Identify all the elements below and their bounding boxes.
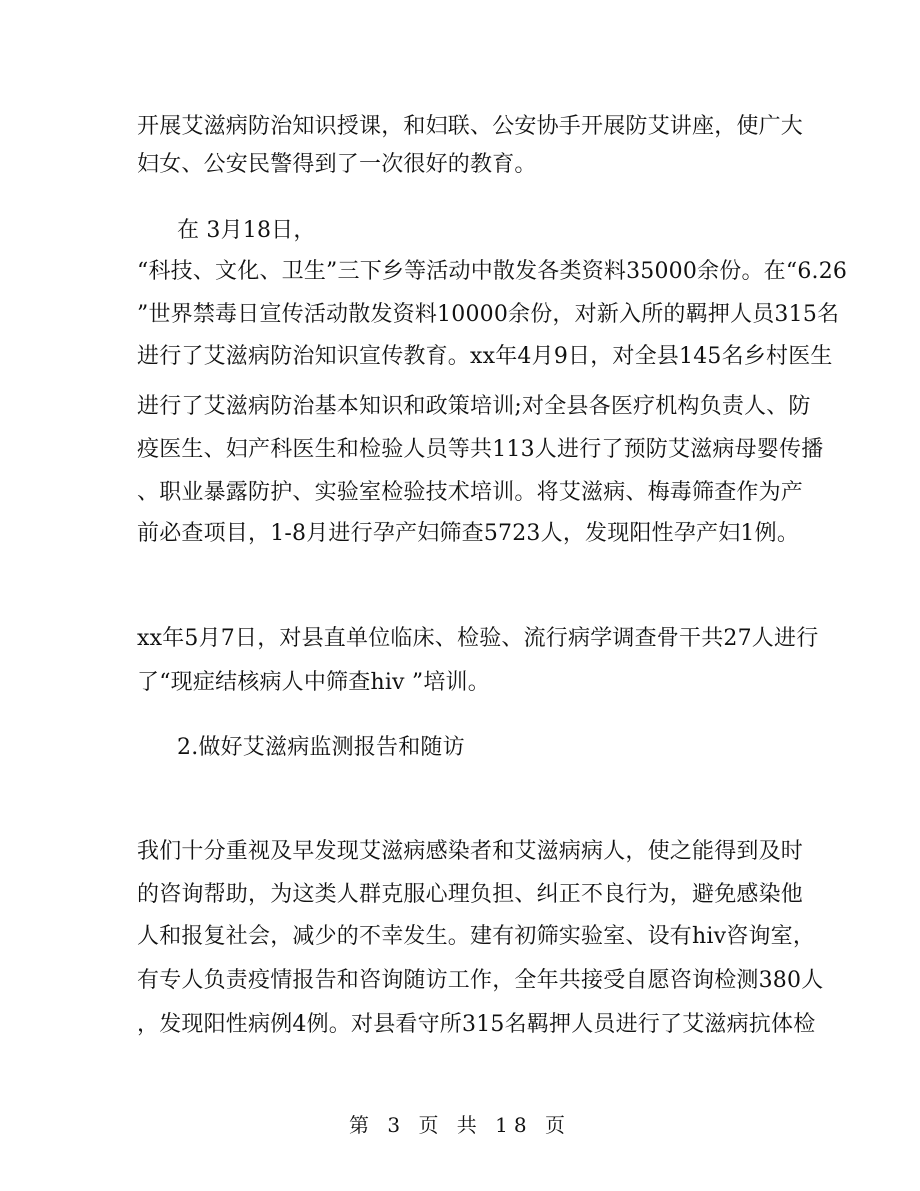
text-line: 疫医生、妇产科医生和检验人员等共113人进行了预防艾滋病母婴传播 [137, 437, 824, 462]
text-line: 有专人负责疫情报告和咨询随访工作，全年共接受自愿咨询检测380人 [137, 968, 824, 993]
text-line: xx年5月7日，对县直单位临床、检验、流行病学调查骨干共27人进行 [137, 626, 819, 651]
text-line: “科技、文化、卫生”三下乡等活动中散发各类资料35000余份。在“6.26 [137, 259, 848, 284]
text-line: 的咨询帮助，为这类人群克服心理负担、纠正不良行为，避免感染他 [137, 882, 804, 907]
text-line: 在 3月18日， [177, 218, 316, 243]
section-heading: 2.做好艾滋病监测报告和随访 [177, 735, 465, 760]
text-line: ，发现阳性病例4例。对县看守所315名羁押人员进行了艾滋病抗体检 [137, 1012, 816, 1037]
text-line: 我们十分重视及早发现艾滋病感染者和艾滋病病人，使之能得到及时 [137, 839, 804, 864]
page-footer: 第 3 页 共 18 页 [349, 1113, 571, 1137]
text-line: 进行了艾滋病防治基本知识和政策培训;对全县各医疗机构负责人、防 [137, 394, 811, 419]
text-line: 、职业暴露防护、实验室检验技术培训。将艾滋病、梅毒筛查作为产 [137, 480, 804, 505]
text-line: 妇女、公安民警得到了一次很好的教育。 [137, 152, 537, 177]
text-line: 人和报复社会，减少的不幸发生。建有初筛实验室、设有hiv咨询室， [137, 924, 816, 949]
text-line: 了“现症结核病人中筛查hiv ”培训。 [137, 670, 490, 695]
text-line: 进行了艾滋病防治知识宣传教育。xx年4月9日，对全县145名乡村医生 [137, 344, 833, 369]
text-line: 前必查项目，1-8月进行孕产妇筛查5723人，发现阳性孕产妇1例。 [137, 521, 800, 546]
text-line: 开展艾滋病防治知识授课，和妇联、公安协手开展防艾讲座，使广大 [137, 114, 804, 139]
text-line: ”世界禁毒日宣传活动散发资料10000余份，对新入所的羁押人员315名 [137, 302, 840, 327]
